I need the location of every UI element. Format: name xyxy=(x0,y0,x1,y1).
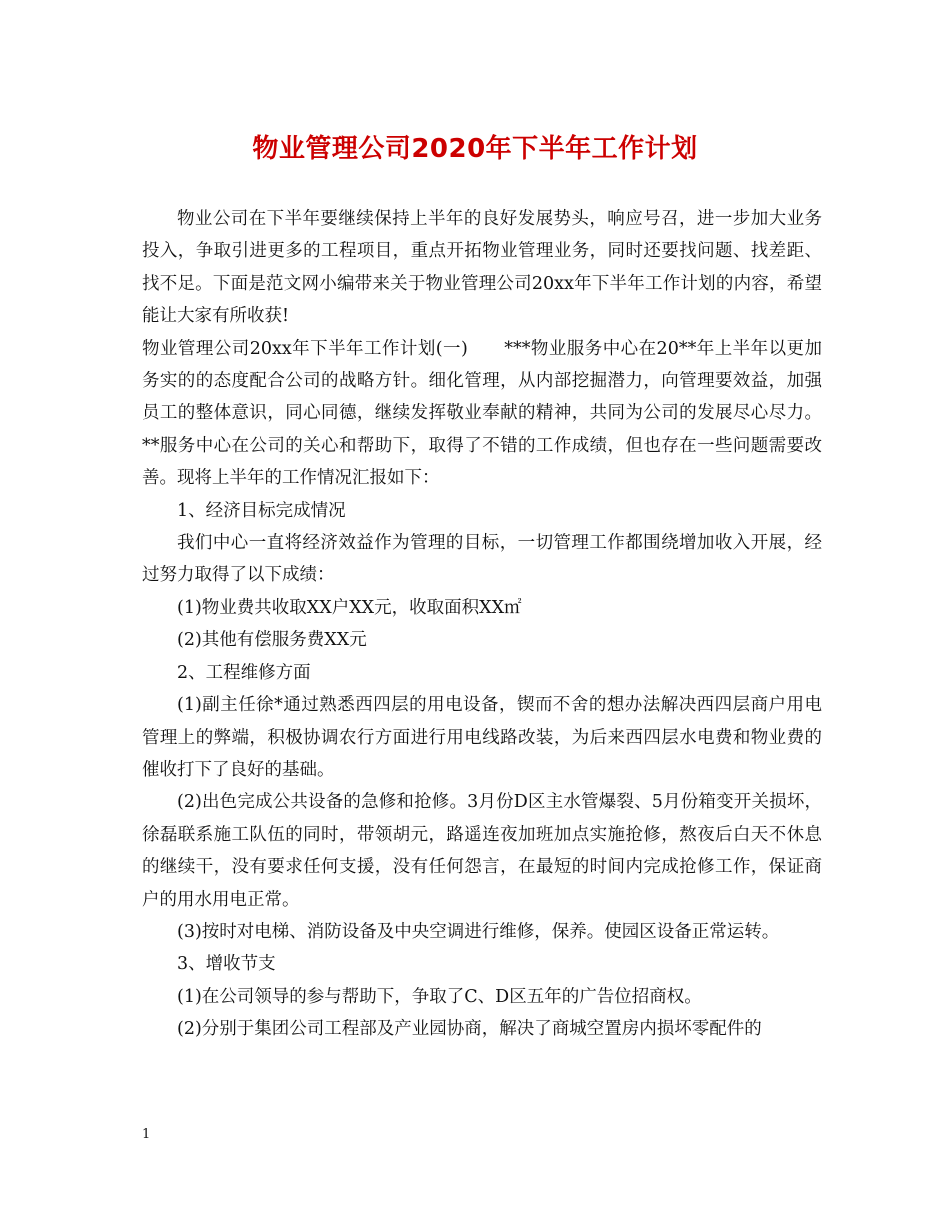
list-item-maintenance-3: (3)按时对电梯、消防设备及中央空调进行维修，保养。使园区设备正常运转。 xyxy=(177,921,780,942)
intro-paragraph: 物业公司在下半年要继续保持上半年的良好发展势头，响应号召，进一步加大业务投入，争取引进更多的工程项目，重点开拓物业管理业务，同时还要找问题、找差距、找不足。下面是范文网小编带来关于物业管理公司20xx年下半年工作计划的内容，希望能让大家有所收获! xyxy=(142,209,822,327)
document-title: 物业管理公司2020年下半年工作计划 xyxy=(252,134,698,164)
list-item-revenue-2: (2)分别于集团公司工程部及产业园协商，解决了商城空置房内损坏零配件的 xyxy=(177,1019,762,1040)
document-body xyxy=(142,203,822,1046)
plan-one-paragraph: 物业管理公司20xx年下半年工作计划(一) ***物业服务中心在20**年上半年以更加务实的的态度配合公司的战略方针。细化管理，从内部挖掘潜力，向管理要效益，加强员工的整体意识，同心同德，继续发挥敬业奉献的精神，共同为公司的发展尽心尽力。**服务中心在公司的关心和帮助下，取得了不错的工作成绩，但也存在一些问题需要改善。现将上半年的工作情况汇报如下： xyxy=(142,338,822,489)
list-item-revenue-1: (1)在公司领导的参与帮助下，争取了C、D区五年的广告位招商权。 xyxy=(177,986,702,1007)
economic-goals-paragraph: 我们中心一直将经济效益作为管理的目标，一切管理工作都围绕增加收入开展，经过努力取得了以下成绩： xyxy=(142,533,822,586)
list-item-property-fee: (1)物业费共收取XX户XX元，收取面积XX㎡ xyxy=(177,597,522,618)
section-heading-revenue: 3、增收节支 xyxy=(177,954,276,975)
list-item-other-fees: (2)其他有偿服务费XX元 xyxy=(177,630,367,651)
section-heading-economic-goals: 1、经济目标完成情况 xyxy=(177,500,346,521)
section-heading-maintenance: 2、工程维修方面 xyxy=(177,662,311,683)
list-item-maintenance-1: (1)副主任徐*通过熟悉西四层的用电设备，锲而不舍的想办法解决西四层商户用电管理上的弊端，积极协调农行方面进行用电线路改装，为后来西四层水电费和物业费的催收打下了良好的基础。 xyxy=(142,695,822,780)
page-number: 1 xyxy=(142,1127,151,1142)
list-item-maintenance-2: (2)出色完成公共设备的急修和抢修。3月份D区主水管爆裂、5月份箱变开关损坏，徐磊联系施工队伍的同时，带领胡元，路遥连夜加班加点实施抢修，熬夜后白天不休息的继续干，没有要求任何支援，没有任何怨言，在最短的时间内完成抢修工作，保证商户的用水用电正常。 xyxy=(142,792,822,910)
